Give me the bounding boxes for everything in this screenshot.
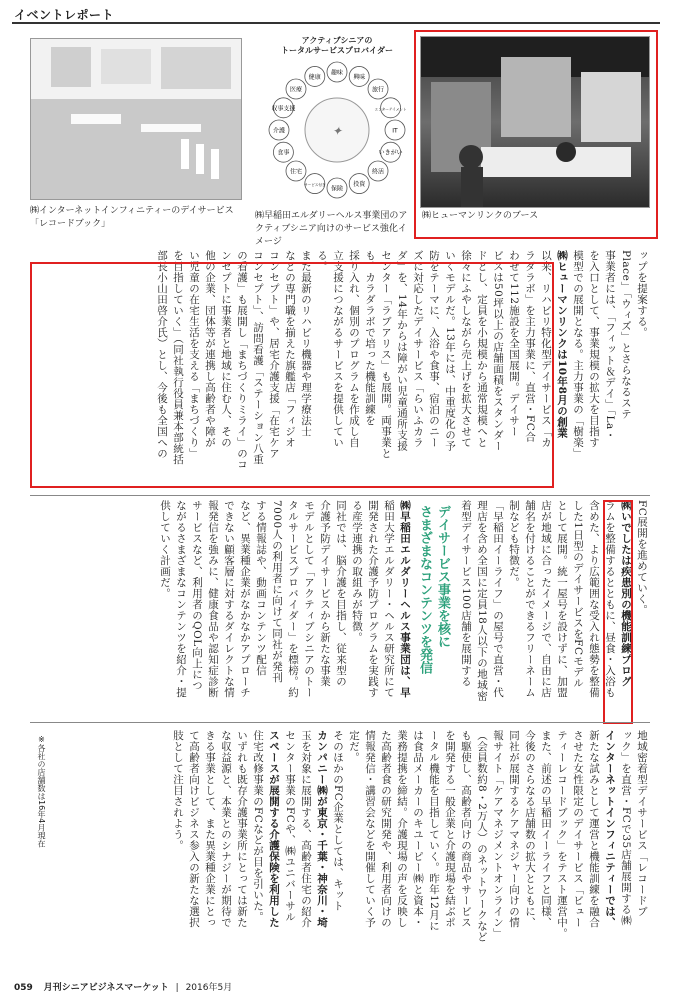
diagram-node-label: 収事支援 — [271, 105, 296, 113]
text-column: タルサービスプロバイダー」を標榜。約 — [287, 500, 299, 698]
section-heading-line2: さまざまなコンテンツを発信 — [417, 505, 432, 674]
diagram-center-figure: ✦ — [331, 124, 343, 138]
text-column: ック」を直営・FCで35店舗展開する㈱ — [620, 730, 632, 926]
highlight-box-fc — [603, 500, 633, 724]
text-column: 「早稲田イーライフ」の屋号で直営・代 — [492, 500, 504, 698]
text-column: そのほかのFC企業としては、キット — [332, 730, 344, 912]
text-column: は食品メーカーのキユーピー㈱と資本・ — [412, 730, 424, 928]
diagram-node-label: 保険 — [330, 185, 344, 193]
text-column: も駆使し、高齢者向けの商品やサービス — [460, 730, 472, 928]
office-illustration — [31, 39, 241, 199]
text-column: ータル機能を目指していく。昨年12月に — [428, 730, 440, 932]
page-footer — [14, 980, 232, 993]
text-column: 供していく計画だ。 — [159, 500, 171, 599]
text-column: 舗名を付けることができるフリーネーム — [524, 500, 536, 698]
diagram-node-label: 食事 — [277, 149, 290, 157]
text-column: として展開。統一屋号を設けずに、加盟 — [556, 500, 568, 698]
text-column: る産学連携の取組みが特徴。 — [351, 500, 363, 643]
diagram-node-label: エンターテイメント — [374, 107, 407, 112]
text-column: 開発された介護予防プログラムを実践す — [367, 500, 379, 698]
text-column: ビスは50坪以上の店舗面積をスタンダー — [492, 250, 504, 452]
highlight-box-booth — [414, 30, 658, 239]
text-column: て高齢者向けビジネス参入の新たな選択 — [188, 730, 200, 928]
text-column: ズに対応したデイサービス「らいふカラ — [412, 250, 424, 448]
text-column: 業務提携を締結。介護現場の声を反映し — [396, 730, 408, 928]
text-column: 防をテーマに、入浴や食事、宿泊のニー — [428, 250, 440, 448]
diagram-title-line1: アクティブシニアの — [301, 36, 373, 45]
divider-2 — [30, 722, 650, 723]
text-column: 報サイト「ケアマネジメントオンライン」 — [492, 730, 504, 939]
text-column: 介護予防デイサービスから新たな事業 — [319, 500, 331, 687]
text-column: また最新のリハビリ機器や理学療法士 — [300, 250, 312, 437]
text-column: 制なども特徴だ。 — [508, 500, 520, 588]
text-column: きる事業として、また異業種企業にとっ — [204, 730, 216, 928]
text-column: ップを提案する。 — [636, 250, 648, 338]
text-column: 今後のさらなる店舗数の拡大とともに、 — [524, 730, 536, 928]
text-column: 定だ。 — [348, 730, 360, 763]
issue-date: 2016年5月 — [185, 983, 233, 993]
text-column: い児童の在宅生活を支える「まちづくり」 — [188, 250, 200, 459]
text-column: も、カラダラボで培った機能訓練を — [364, 250, 376, 426]
section-label: イベントレポート — [14, 8, 115, 22]
diagram-node-label: 興味 — [353, 73, 366, 81]
text-column: 稲田大学エルダリー・ヘルス研究所にて — [383, 500, 395, 698]
text-column: センター「ラブアリス」も展開。両事業と — [380, 250, 392, 459]
text-column: 模型での展開となる。主力事業の「樹楽」 — [572, 250, 584, 459]
text-column: FC展開を進めていく。 — [636, 500, 648, 616]
text-column: （会員数約8・2万人）のネットワークなど — [476, 730, 488, 943]
header-rule — [12, 22, 660, 24]
text-column: 地域密着型デイサービス「レコードブ — [636, 730, 648, 917]
diagram-node-label: 医療 — [289, 86, 302, 94]
diagram-title-line2: トータルサービスプロバイダー — [281, 46, 393, 55]
text-column: る。 — [316, 250, 328, 272]
text-column: を目指していく」（同社執行役員兼本部統括 — [172, 250, 184, 465]
text-column: いずれも既存介護事業所にとっては新た — [236, 730, 248, 928]
diagram-caption: ㈱早稲田エルダリーヘルス事業団のアクティブシニア向けのサービス強化イメージ — [255, 211, 408, 247]
text-column: た高齢者食の研究開発や、利用者向けの — [380, 730, 392, 928]
diagram-node-label: 投資 — [353, 181, 366, 189]
text-column: を開発する一般企業と介護現場を結ぶポ — [444, 730, 456, 928]
text-column: サービスなど、利用者のQOL向上につ — [191, 500, 203, 691]
diagram-node-label: サービス付き — [304, 183, 326, 188]
diagram-node-label: IT — [392, 127, 398, 135]
text-column: わせて112施設を全国展開。デイサー — [508, 250, 520, 437]
text-column: 部長小山田啓介氏）とし、今後も全国への — [156, 250, 168, 459]
diagram-node-label: 趣味 — [330, 69, 344, 77]
text-column: 住宅改修事業のFCなどが目を引いた。 — [252, 730, 264, 923]
text-column: スペースが展開する介護保険を利用した — [268, 730, 280, 928]
footer-separator: | — [175, 983, 179, 993]
text-column: 新たな試みとして運営と機能訓練を融合 — [588, 730, 600, 928]
text-column: 徐々にふやしながら売上げを拡大させて — [460, 250, 472, 448]
text-column: 着型デイサービス100店舗を展開する — [460, 500, 472, 687]
diagram-node-label: 健康 — [308, 73, 321, 81]
text-column: 事業者には、「フィット＆デイ」「La・ — [604, 250, 616, 441]
divider-1 — [30, 495, 650, 496]
highlight-box-humanlink — [30, 262, 554, 488]
text-column: 玉を対象に展開する、高齢者住宅の紹介 — [300, 730, 312, 928]
text-column: コンセプト」、訪問看護「ステーション八重 — [252, 250, 264, 465]
text-column: 以来、リハビリ特化型デイサービス「カ — [540, 250, 552, 448]
text-column: 採り入れ、個別のプログラムを作成し自 — [348, 250, 360, 448]
text-column: ㈱早稲田エルダリーヘルス事業団は、早 — [399, 500, 411, 698]
text-column: した1日型のデイサービスをFCモデル — [572, 500, 584, 689]
text-column: また、前述の早稲田イーライフと同様、 — [540, 730, 552, 928]
text-column: コンセプト」や、居宅介護支援「在宅ケア — [268, 250, 280, 459]
text-column: ティーレコードブック」をテスト運営中。 — [556, 730, 568, 939]
text-column: など、異業種企業がなかなかアプローチ — [239, 500, 251, 698]
text-column: 報発信を強みに、健康食品や認知症診断 — [207, 500, 219, 698]
text-column: 店が地域に合ったイメージで、自由に店 — [540, 500, 552, 698]
text-column: ラダラボ」を主力事業に、直営・FC合 — [524, 250, 536, 443]
text-column: ラムを整備するとともに、昼食・入浴も — [604, 500, 616, 698]
text-column: ダ」を、14年からは障がい児童通所支援 — [396, 250, 408, 452]
section-heading-line1: デイサービス事業を核に — [435, 505, 450, 648]
text-column: の看護」も展開し「まちづくりミライ」のコ — [236, 250, 248, 470]
store-count-note: ※各社の店舗数は16年4月現在 — [37, 735, 46, 848]
page-number: 059 — [14, 983, 33, 993]
text-column: 同社が展開するケアマネジャー向けの情 — [508, 730, 520, 928]
text-column: 7000人の利用者に向けて同社が発刊 — [271, 500, 283, 683]
section-heading-contents — [415, 505, 451, 705]
text-column: 情報発信・講習会などを開催していく予 — [364, 730, 376, 928]
diagram-node-label: 旅行 — [372, 86, 385, 94]
text-column: する情報誌や、動画コンテンツ配信 — [255, 500, 267, 676]
text-column: センター事業のFCや、㈱ユニバーサル — [284, 730, 296, 923]
text-column: 含めた、より広範囲な受入れ態勢を整備 — [588, 500, 600, 698]
text-column: などの専門職を揃えた旗艦店「フィジオ — [284, 250, 296, 448]
booth-photo-caption: ㈱ヒューマンリンクのブース — [422, 211, 539, 221]
text-column: ドとし、定員を小規模から通常規模へと — [476, 250, 488, 448]
diagram-node-label: 介護 — [272, 127, 286, 135]
text-column: モデルとして「アクティブシニアのトー — [303, 500, 315, 698]
text-column: ンセプトに事業者と地域に住む人、その — [220, 250, 232, 448]
dayservice-office-photo — [30, 38, 242, 200]
text-column: いくモデルだ。13年には、中重度化の予 — [444, 250, 456, 452]
diagram-node-label: 終活 — [372, 168, 385, 176]
text-column: インターネットインフィニティーでは、 — [604, 730, 616, 928]
text-column: できない顧客層に対するダイレクトな情 — [223, 500, 235, 698]
diagram-node-label: 住宅 — [289, 168, 302, 176]
text-column: ㈱ヒューマンリンクは10年8月の創業 — [556, 250, 568, 439]
text-column: Place」「ウィズ」とさらなるステ — [620, 250, 632, 420]
text-column: ㈱いでしたは疾患別の機能訓練プログ — [620, 500, 632, 687]
article-bottom-block — [38, 730, 650, 965]
text-column: な収益源と、本業とのシナジーが期待で — [220, 730, 232, 928]
text-column: 他の企業、団体等が連携し高齢者や障が — [204, 250, 216, 448]
text-column: 同社では、脳介護を目指し、従来型の — [335, 500, 347, 687]
diagram-node-label: いきがい — [378, 149, 403, 157]
text-column: を入口として、事業規模の拡大を目指す — [588, 250, 600, 448]
office-photo-caption: ㈱インターネットインフィニティーのデイサービス「レコードブック」 — [30, 206, 234, 229]
text-column: させた女性限定のデイサービス「ビュー — [572, 730, 584, 928]
magazine-title: 月刊シニアビジネスマーケット — [43, 983, 169, 993]
text-column: カンパニー㈱が東京・千葉・神奈川・埼 — [316, 730, 328, 928]
text-column: 立支援につながるサービスを提供してい — [332, 250, 344, 448]
text-column: 理店を含め全国に定員18人以下の地域密 — [476, 500, 488, 702]
text-column: ながるさまざまなコンテンツを紹介・提 — [175, 500, 187, 698]
service-circle-diagram — [262, 55, 412, 205]
diagram-title — [262, 36, 412, 56]
text-column: 肢として注目されよう。 — [172, 730, 184, 851]
article-middle-block — [38, 500, 650, 715]
